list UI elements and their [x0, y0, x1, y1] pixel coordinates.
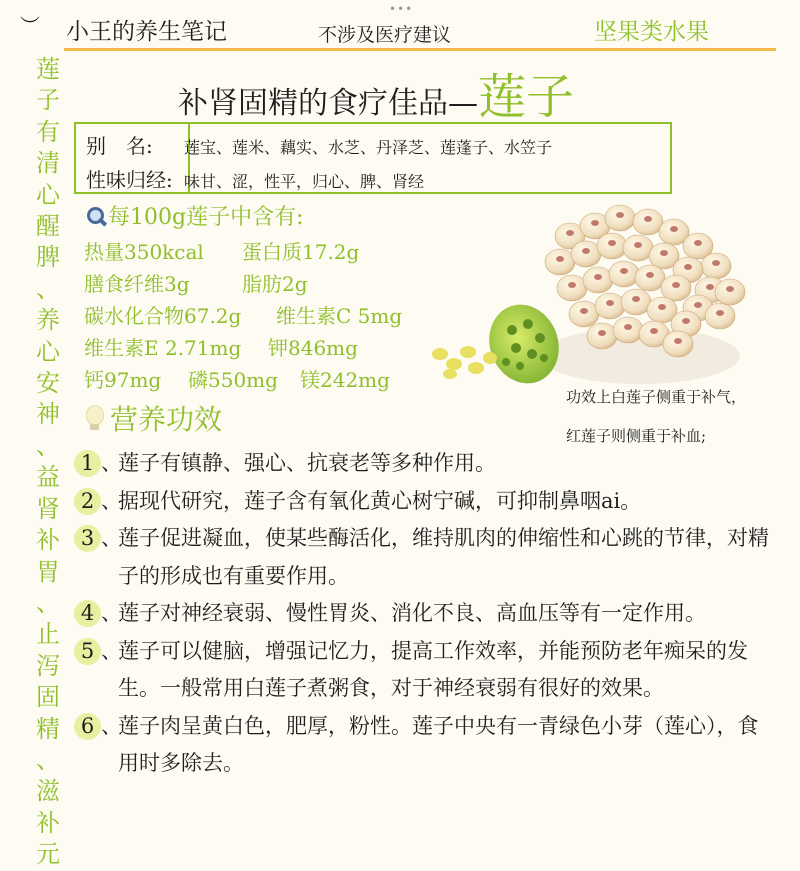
- side-char: 子: [36, 86, 60, 115]
- lotus-seed: [613, 317, 643, 343]
- side-vertical-text: [32, 54, 64, 871]
- side-char: 莲: [36, 55, 60, 83]
- nutrient-item: 蛋白质17.2g: [242, 240, 360, 264]
- side-char: 安: [36, 369, 60, 398]
- side-char: 益: [36, 463, 60, 492]
- header-divider: [64, 48, 776, 51]
- nature-value: 味甘、涩，性平，归心、脾、肾经: [184, 172, 425, 191]
- alias-value: 莲宝、莲米、藕实、水芝、丹泽芝、莲蓬子、水笠子: [184, 138, 553, 157]
- effect-number: 2 、: [74, 483, 118, 521]
- nutrient-item: 碳水化合物67.2g: [84, 304, 242, 328]
- nutrition-heading-text: 每100g莲子中含有:: [108, 205, 304, 230]
- title-prefix: 补肾固精的食疗佳品—: [178, 86, 478, 121]
- side-char: 心: [36, 337, 60, 366]
- side-char: 固: [36, 683, 60, 712]
- lotus-seed: [587, 323, 617, 349]
- effect-text: 莲子可以健脑，增强记忆力，提高工作效率，并能预防老年痴呆的发生。一般常用白莲子煮粥食，对于神经衰弱有很好的效果。: [118, 638, 748, 700]
- lotus-seed: [663, 331, 693, 357]
- lotus-seed: [597, 233, 627, 259]
- lotus-seed: [569, 301, 599, 327]
- effect-item: [74, 708, 774, 783]
- effect-text: 莲子对神经衰弱、慢性胃炎、消化不良、高血压等有一定作用。: [118, 601, 706, 625]
- side-char: 、: [36, 431, 60, 460]
- lotus-seed: [595, 293, 625, 319]
- effect-item: [74, 633, 774, 708]
- effect-item: [74, 483, 774, 521]
- side-char: 心: [36, 180, 60, 209]
- alias-row: [86, 130, 552, 159]
- number-circle: 3: [74, 525, 101, 552]
- lotus-seed: [545, 249, 575, 275]
- side-char: 元: [36, 840, 60, 869]
- lotus-seed: [705, 303, 735, 329]
- nutrient-item: 维生素C 5mg: [276, 304, 403, 328]
- effect-number: 6 、: [74, 708, 118, 746]
- effects-heading-text: 营养功效: [110, 403, 223, 436]
- nutrient-item: 钾846mg: [268, 336, 358, 360]
- nutrient-item: 维生素E 2.71mg: [84, 336, 242, 360]
- lightbulb-icon: [84, 405, 106, 433]
- nutrient-item: 膳食纤维3g: [84, 272, 190, 296]
- side-char: 神: [36, 400, 60, 429]
- lotus-seed: [701, 253, 731, 279]
- photo-caption-line2: 红莲子则侧重于补血;: [566, 427, 707, 445]
- lotus-seed: [583, 267, 613, 293]
- side-char: 、: [36, 745, 60, 774]
- side-char: 滋: [36, 777, 60, 806]
- effect-item: [74, 445, 774, 483]
- lotus-seed: [621, 289, 651, 315]
- effects-list: [74, 445, 774, 783]
- disclaimer-text: 不涉及医疗建议: [318, 24, 452, 46]
- lotus-seed-photo: [420, 196, 750, 396]
- side-char: 止: [36, 620, 60, 649]
- nutrition-heading: [84, 200, 304, 231]
- side-char: 、: [36, 274, 60, 303]
- side-char: 补: [36, 526, 60, 555]
- effect-number: 3 、: [74, 520, 118, 558]
- side-char: 养: [36, 306, 60, 335]
- effect-text: 据现代研究，莲子含有氧化黄心树宁碱，可抑制鼻咽ai。: [118, 488, 642, 513]
- nutrient-item: 热量350kcal: [84, 240, 204, 264]
- lotus-seed: [609, 261, 639, 287]
- effect-text: 莲子肉呈黄白色，肥厚，粉性。莲子中央有一青绿色小芽（莲心），食用时多除去。: [118, 713, 759, 775]
- alias-label: 别 名:: [86, 134, 153, 158]
- number-circle: 1: [74, 450, 101, 477]
- page-title: [178, 58, 575, 125]
- lotus-seed: [571, 241, 601, 267]
- side-char: 清: [36, 149, 60, 178]
- lotus-seed: [623, 235, 653, 261]
- title-highlight: 莲子: [478, 69, 575, 125]
- nutrient-item: 镁242mg: [300, 368, 390, 392]
- number-circle: 4: [74, 600, 101, 627]
- nutrient-item: 磷550mg: [188, 368, 278, 392]
- author-title: 小王的养生笔记: [66, 19, 227, 45]
- side-char: 胃: [36, 557, 60, 586]
- nature-row: [86, 164, 424, 193]
- lotus-seed: [635, 265, 665, 291]
- effect-item: [74, 595, 774, 633]
- effect-number: 1 、: [74, 445, 118, 483]
- number-circle: 6: [74, 713, 101, 740]
- lotus-seed: [715, 279, 745, 305]
- magnifier-icon: [84, 206, 108, 226]
- side-char: 醒: [36, 212, 60, 241]
- nutrient-item: 脂肪2g: [242, 272, 308, 296]
- effect-text: 莲子有镇静、强心、抗衰老等多种作用。: [118, 451, 496, 475]
- lotus-seed: [557, 275, 587, 301]
- effect-text: 莲子促进凝血，使某些酶活化，维持肌肉的伸缩性和心跳的节律，对精子的形成也有重要作用。: [118, 526, 769, 588]
- nature-label: 性味归经:: [86, 168, 173, 192]
- effect-item: [74, 520, 774, 595]
- side-char: 肾: [36, 494, 60, 523]
- effect-number: 4 、: [74, 595, 118, 633]
- lotus-seed: [633, 209, 663, 235]
- side-char: 脾: [36, 243, 60, 272]
- number-circle: 5: [74, 638, 101, 665]
- effect-number: 5 、: [74, 633, 118, 671]
- info-box: [74, 122, 672, 194]
- chevron-down-icon[interactable]: ︶: [20, 14, 40, 38]
- side-char: 补: [36, 808, 60, 837]
- nutrient-item: 钙97mg: [84, 368, 162, 392]
- drag-handle-dots[interactable]: •••: [389, 2, 414, 16]
- side-char: 有: [36, 117, 60, 146]
- category-label: 坚果类水果: [594, 19, 709, 45]
- lotus-seed: [605, 205, 635, 231]
- side-char: 精: [36, 714, 60, 743]
- number-circle: 2: [74, 488, 101, 515]
- effects-heading: [84, 398, 222, 438]
- side-char: 、: [36, 588, 60, 617]
- photo-caption-line1: 功效上白莲子侧重于补气，: [566, 388, 747, 406]
- side-char: 泻: [36, 651, 60, 680]
